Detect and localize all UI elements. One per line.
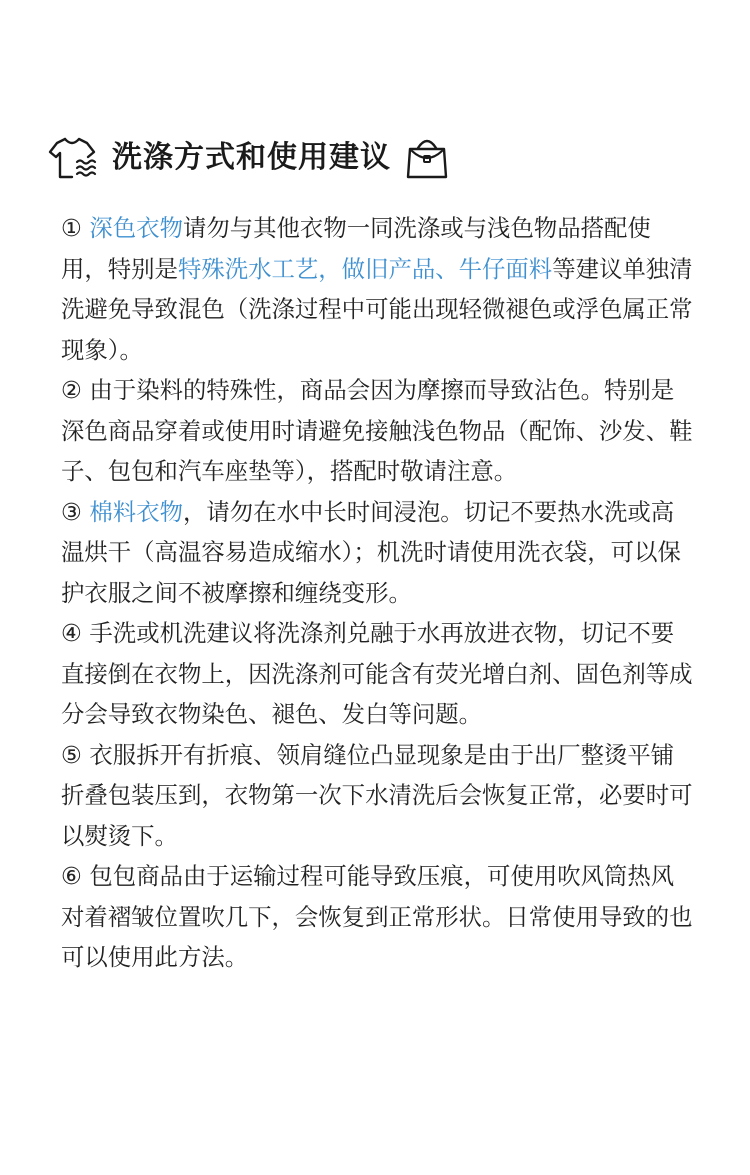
item-number: ④ — [61, 619, 82, 647]
item-text: 请勿与其他衣物一同洗涤或与浅色物品搭配使用，特别是 — [61, 214, 651, 283]
item-number: ⑥ — [61, 862, 82, 890]
t-shirt-wash-icon — [48, 135, 98, 181]
item-number: ⑤ — [61, 740, 82, 769]
instruction-item-5 — [61, 735, 697, 857]
item-text: 手洗或机洗建议将洗涤剂兑融于水再放进衣物，切记不要直接倒在衣物上，因洗涤剂可能含有荧光增白剂、固色剂等成分会导致衣物染色、褪色、发白等问题。 — [61, 619, 693, 728]
item-text: 包包商品由于运输过程可能导致压痕，可使用吹风筒热风对着褶皱位置吹几下，会恢复到正常形状。日常使用导致的也可以使用此方法。 — [61, 862, 693, 971]
page-title: 洗涤方式和使用建议 — [112, 140, 391, 175]
highlight-dark-clothes: 深色衣物 — [89, 214, 183, 242]
instruction-item-2 — [61, 370, 697, 492]
handbag-icon — [405, 135, 449, 181]
item-number: ② — [61, 376, 82, 404]
highlight-cotton-clothes: 棉料衣物 — [89, 497, 183, 526]
highlight-special-process: 特殊洗水工艺，做旧产品、牛仔面料 — [177, 254, 553, 283]
item-text: 衣服拆开有折痕、领肩缝位凸显现象是由于出厂整烫平铺折叠包装压到，衣物第一次下水清洗后会恢复正常，必要时可以熨烫下。 — [61, 740, 693, 850]
item-number: ① — [61, 214, 82, 242]
item-number: ③ — [61, 497, 82, 526]
section-header — [48, 134, 449, 182]
item-text-continued: 等建议单独清洗避免导致混色（洗涤过程中可能出现轻微褪色或浮色属正常现象）。 — [61, 254, 693, 364]
care-instructions — [61, 208, 697, 978]
item-text: 由于染料的特殊性，商品会因为摩擦而导致沾色。特别是深色商品穿着或使用时请避免接触浅色物品（配饰、沙发、鞋子、包包和汽车座垫等），搭配时敬请注意。 — [61, 376, 693, 485]
instruction-item-4 — [61, 613, 697, 735]
item-text: ，请勿在水中长时间浸泡。切记不要热水洗或高温烘干（高温容易造成缩水）；机洗时请使用洗衣袋，可以保护衣服之间不被摩擦和缠绕变形。 — [61, 497, 681, 607]
instruction-item-3 — [61, 492, 697, 614]
instruction-item-6 — [61, 856, 697, 978]
instruction-item-1 — [61, 208, 697, 370]
